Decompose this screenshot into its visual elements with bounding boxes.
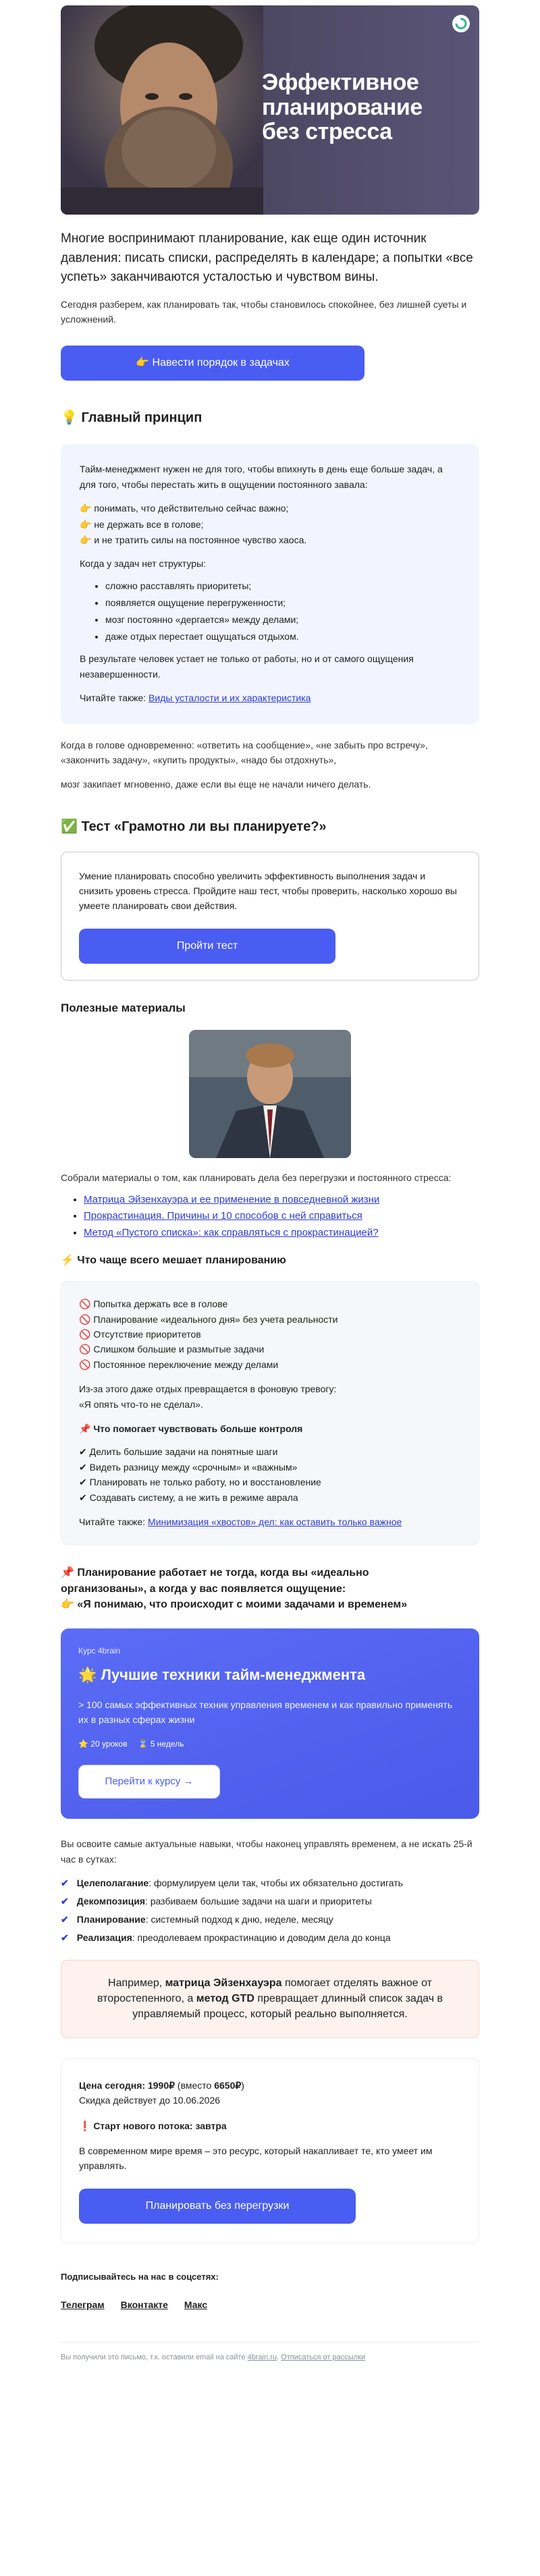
price-old-prefix: (вместо bbox=[175, 2079, 215, 2091]
social-links bbox=[61, 2298, 479, 2312]
read-also-link[interactable]: Минимизация «хвостов» дел: как оставить только важное bbox=[148, 1516, 402, 1527]
intro-text: Сегодня разберем, как планировать так, чтобы становилось спокойнее, без лишней суеты и усложнений. bbox=[61, 298, 467, 325]
course-tag: Курс 4brain bbox=[78, 1645, 121, 1655]
materials-heading: Полезные материалы bbox=[61, 1001, 186, 1014]
principle-point: 👉 и не тратить силы на постоянное чувство хаоса. bbox=[80, 534, 307, 545]
photo-image bbox=[189, 1030, 351, 1158]
test-heading: ✅ Тест «Грамотно ли вы планируете?» bbox=[61, 819, 327, 834]
works-statement bbox=[61, 1565, 479, 1612]
principle-text: Тайм-менеджмент нужен не для того, чтобы впихнуть в день еще больше задач, а для того, чтобы перестать жить в ощущении постоянного завала: bbox=[80, 464, 443, 491]
list-item bbox=[84, 1193, 479, 1208]
read-also-link[interactable]: Виды усталости и их характеристика bbox=[148, 692, 311, 704]
list-item: • даже отдых перестает ощущаться отдыхом. bbox=[105, 629, 460, 645]
plan-without-overload-button[interactable]: Планировать без перегрузки bbox=[79, 2189, 356, 2224]
course-title: 🌟 Лучшие техники тайм-менеджмента bbox=[78, 1666, 366, 1683]
course-lessons: ⭐ 20 уроков bbox=[78, 1739, 128, 1749]
list-item bbox=[61, 1876, 479, 1890]
test-text: Умение планировать способно увеличить эффективность выполнения задач и снизить уровень стресса. Пройдите наш тест, чтобы проверить, насколько хорошо вы умеете планировать свои действия. bbox=[79, 870, 457, 912]
obstacle-item: 🚫 Отсутствие приоритетов bbox=[79, 1329, 201, 1340]
principle-card bbox=[61, 444, 479, 723]
skills-list bbox=[61, 1876, 479, 1945]
obstacle-item: 🚫 Слишком большие и размытые задачи bbox=[79, 1344, 265, 1355]
principle-points bbox=[80, 501, 460, 547]
example-text: превращает длинный список задач в управляемый процесс, который реально выполняется. bbox=[132, 1993, 443, 2021]
hero-banner bbox=[61, 5, 479, 215]
works-line: организованы», а когда у вас появляется ощущение: bbox=[61, 1583, 346, 1595]
helps-list bbox=[79, 1444, 461, 1505]
discount-text: Скидка действует до 10.06.2026 bbox=[79, 2094, 221, 2106]
social-link-telegram[interactable]: Телеграм bbox=[61, 2299, 105, 2311]
go-to-course-button[interactable]: Перейти к курсу → bbox=[78, 1765, 220, 1799]
list-item bbox=[84, 1226, 479, 1241]
material-link[interactable]: Метод «Пустого списка»: как справляться с прокрастинацией? bbox=[84, 1226, 379, 1238]
course-card bbox=[61, 1628, 479, 1819]
obstacles-note-line: «Я опять что-то не сделал». bbox=[79, 1398, 203, 1410]
example-text: помогает отделять важное от второстепенного, а bbox=[97, 1977, 432, 2005]
course-meta bbox=[78, 1738, 462, 1750]
unsubscribe-link[interactable]: Отписаться от рассылки bbox=[281, 2353, 366, 2362]
check-icon: ✔ bbox=[61, 1896, 69, 1907]
footer bbox=[61, 2270, 479, 2363]
skill-name: Планирование bbox=[76, 1914, 146, 1925]
help-item: ✔ Видеть разницу между «срочным» и «важным» bbox=[79, 1461, 298, 1473]
obstacle-item: 🚫 Планирование «идеального дня» без учета реальности bbox=[79, 1313, 338, 1325]
test-card bbox=[61, 852, 479, 981]
obstacle-item: 🚫 Постоянное переключение между делами bbox=[79, 1359, 279, 1370]
principle-result: В результате человек устает не только от работы, но и от самого ощущения незавершенности. bbox=[80, 653, 414, 680]
list-item bbox=[84, 1209, 479, 1224]
obstacles-subheading: 📌 Что помогает чувствовать больше контроля bbox=[79, 1423, 303, 1434]
read-also-label: Читайте также: bbox=[79, 1516, 148, 1527]
skill-text: : системный подход к дню, неделе, месяцу bbox=[145, 1914, 333, 1925]
help-item: ✔ Планировать не только работу, но и восстановление bbox=[79, 1477, 321, 1488]
after-text-2: мозг закипает мгновенно, даже если вы еще не начали ничего делать. bbox=[61, 779, 371, 790]
example-bold: метод GTD bbox=[196, 1993, 254, 2005]
help-item: ✔ Делить большие задачи на понятные шаги bbox=[79, 1446, 278, 1458]
tasks-order-button[interactable]: 👉 Навести порядок в задачах bbox=[61, 346, 364, 381]
materials-photo bbox=[189, 1030, 351, 1158]
hero-portrait-image bbox=[61, 5, 263, 215]
read-also-label: Читайте также: bbox=[80, 692, 149, 704]
check-icon: ✔ bbox=[61, 1932, 69, 1944]
principle-point: 👉 не держать все в голове; bbox=[80, 518, 204, 530]
skill-text: : формулируем цели так, чтобы их обязательно достигать bbox=[148, 1878, 403, 1889]
list-item: • мозг постоянно «дергается» между делами; bbox=[105, 612, 460, 628]
fine-text: . bbox=[277, 2353, 281, 2362]
fine-text: Вы получили это письмо, т.к. оставили email на сайте bbox=[61, 2353, 248, 2362]
example-card bbox=[61, 1960, 479, 2038]
skill-name: Декомпозиция bbox=[76, 1896, 145, 1907]
skill-text: : разбиваем большие задачи на шаги и приоритеты bbox=[144, 1896, 372, 1907]
after-text-1: Когда в голове одновременно: «ответить на сообщение», «не забыть про встречу», «закончить задачу», «купить продукты», «надо бы отдохнуть», bbox=[61, 739, 428, 765]
course-description: > 100 самых эффективных техник управления временем и как правильно применять их в разных сферах жизни bbox=[78, 1699, 453, 1725]
obstacles-note bbox=[79, 1381, 461, 1412]
take-test-button[interactable]: Пройти тест bbox=[79, 929, 335, 964]
price-current: Цена сегодня: 1990₽ bbox=[79, 2079, 176, 2091]
price-old: 6650₽ bbox=[214, 2079, 242, 2091]
hero-title: Эффективное планирование без стресса bbox=[262, 70, 423, 145]
materials-links bbox=[84, 1193, 479, 1241]
skills-intro: Вы освоите самые актуальные навыки, чтобы наконец управлять временем, а не искать 25-й час в сутках: bbox=[61, 1838, 473, 1865]
principle-point: 👉 понимать, что действительно сейчас важно; bbox=[80, 503, 289, 514]
list-item: • появляется ощущение перегруженности; bbox=[105, 595, 460, 611]
principle-bullets bbox=[105, 578, 460, 645]
materials-text: Собрали материалы о том, как планировать дела без перегрузки и постоянного стресса: bbox=[61, 1172, 452, 1184]
price-old-suffix: ) bbox=[241, 2079, 244, 2091]
principle-heading: 💡 Главный принцип bbox=[61, 410, 202, 426]
help-item: ✔ Создавать систему, а не жить в режиме аврала bbox=[79, 1491, 298, 1503]
material-link[interactable]: Матрица Эйзенхауэра и ее применение в повседневной жизни bbox=[84, 1193, 380, 1205]
obstacle-item: 🚫 Попытка держать все в голове bbox=[79, 1298, 228, 1310]
read-also bbox=[80, 690, 460, 706]
example-bold: матрица Эйзенхауэра bbox=[165, 1977, 282, 1990]
example-text: Например, bbox=[108, 1977, 165, 1990]
social-link-max[interactable]: Макс bbox=[184, 2299, 208, 2311]
price-note: В современном мире время – это ресурс, который накапливает те, кто умеет им управлять. bbox=[79, 2145, 433, 2172]
intro-lead: Многие воспринимают планирование, как еще один источник давления: писать списки, распределять в календаре; а попытки «все успеть» заканчиваются усталостью и чувством вины. bbox=[61, 231, 473, 284]
obstacles-heading: ⚡ Что чаще всего мешает планированию bbox=[61, 1255, 286, 1267]
course-weeks: ⌛ 5 недель bbox=[138, 1739, 184, 1749]
email-body bbox=[61, 0, 479, 2384]
bottom-spacer bbox=[61, 2363, 479, 2384]
list-item: • сложно расставлять приоритеты; bbox=[105, 578, 460, 594]
works-line: 👉 «Я понимаю, что происходит с моими задачами и временем» bbox=[61, 1598, 408, 1610]
skill-name: Целеполагание bbox=[76, 1878, 149, 1889]
site-link[interactable]: 4brain.ru bbox=[247, 2353, 277, 2362]
fine-print bbox=[61, 2342, 479, 2363]
material-link[interactable]: Прокрастинация. Причины и 10 способов с ней справиться bbox=[84, 1210, 362, 1222]
check-icon: ✔ bbox=[61, 1914, 69, 1925]
price-card bbox=[61, 2058, 479, 2243]
principle-structure-text: Когда у задач нет структуры: bbox=[80, 557, 207, 569]
works-line: 📌 Планирование работает не тогда, когда вы «идеально bbox=[61, 1567, 369, 1579]
skill-text: : преодолеваем прокрастинацию и доводим дела до конца bbox=[132, 1932, 391, 1944]
price-line bbox=[79, 2078, 461, 2093]
subscribe-label: Подписывайтесь на нас в соцсетях: bbox=[61, 2271, 219, 2282]
social-link-vk[interactable]: Вконтакте bbox=[120, 2299, 168, 2311]
list-item bbox=[61, 1913, 479, 1927]
list-item bbox=[61, 1931, 479, 1945]
brand-logo-icon bbox=[452, 15, 470, 32]
list-item bbox=[61, 1894, 479, 1909]
start-text: ❗ Старт нового потока: завтра bbox=[79, 2120, 227, 2132]
read-also bbox=[79, 1514, 461, 1529]
check-icon: ✔ bbox=[61, 1878, 69, 1889]
obstacles-card bbox=[61, 1281, 479, 1545]
skill-name: Реализация bbox=[76, 1932, 132, 1944]
obstacles-note-line: Из-за этого даже отдых превращается в фоновую тревогу: bbox=[79, 1383, 337, 1395]
